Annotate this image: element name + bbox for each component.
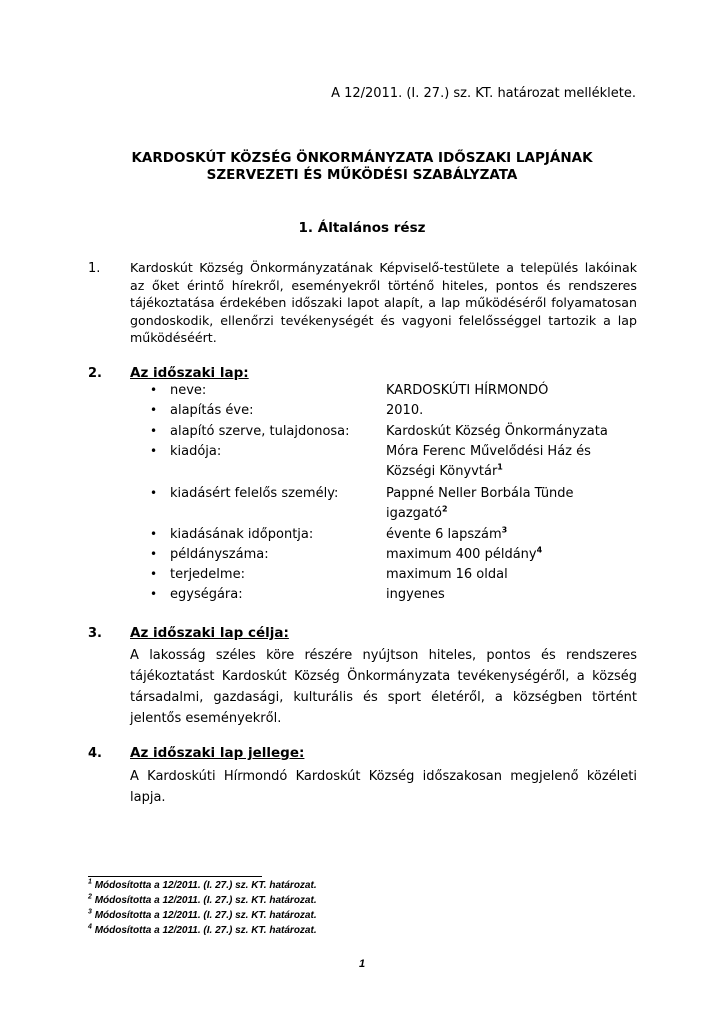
section-4-number: 4.: [88, 746, 102, 761]
section-2-heading: Az időszaki lap:: [130, 365, 249, 381]
item-key: neve:: [170, 383, 207, 398]
list-item-founding-year: [150, 403, 630, 423]
document-title-line-2: SZERVEZETI ÉS MŰKÖDÉSI SZABÁLYZATA: [206, 167, 518, 183]
footnote-2: $^2$ Módosította a 12/2011. (I. 27.) sz. KT. határozat.: [88, 893, 317, 906]
item-key: példányszáma:: [170, 547, 269, 562]
section-3-number: 3.: [88, 626, 102, 641]
item-value: maximum 16 oldal: [386, 567, 508, 582]
section-2-number: 2.: [88, 366, 102, 381]
item-value: KARDOSKÚTI HÍRMONDÓ: [386, 383, 549, 398]
section-4-heading: Az időszaki lap jellege:: [130, 745, 305, 761]
footnote-ref: 4: [536, 545, 543, 555]
item-key: kiadásának időpontja:: [170, 527, 314, 542]
page-number: 1: [358, 958, 366, 970]
list-item-copies: [150, 547, 630, 567]
item-key: alapítás éve:: [170, 403, 254, 418]
list-item-name: [150, 383, 630, 403]
footnote-ref: 1: [497, 462, 503, 472]
annex-reference: A 12/2011. (I. 27.) sz. KT. határozat melléklete.: [331, 86, 636, 101]
footnote-1: $^1$ Módosította a 12/2011. (I. 27.) sz. KT. határozat.: [88, 878, 317, 891]
bullet-icon: •: [150, 444, 158, 458]
bullet-icon: •: [150, 403, 158, 417]
footnote-4: $^4$ Módosította a 12/2011. (I. 27.) sz. KT. határozat.: [88, 923, 317, 936]
section-3-heading: Az időszaki lap célja:: [130, 625, 289, 641]
bullet-icon: •: [150, 547, 158, 561]
item-value: maximum 400 példány$^4$: [386, 545, 543, 562]
section-1-number: 1.: [88, 261, 101, 276]
item-key: terjedelme:: [170, 567, 245, 582]
item-value: Kardoskút Község Önkormányzata: [386, 424, 608, 439]
item-value: évente 6 lapszám$^3$: [386, 525, 508, 542]
bullet-icon: •: [150, 383, 158, 397]
item-key: kiadásért felelős személy:: [170, 486, 339, 501]
item-value: Móra Ferenc Művelődési Ház és: [386, 444, 591, 459]
list-item-length: [150, 567, 630, 587]
item-value: Pappné Neller Borbála Tünde: [386, 486, 574, 501]
list-item-founder: [150, 424, 630, 444]
document-title-line-1: KARDOSKÚT KÖZSÉG ÖNKORMÁNYZATA IDŐSZAKI LAPJÁNAK: [131, 150, 593, 166]
bullet-icon: •: [150, 424, 158, 438]
list-item-publisher: [150, 444, 630, 484]
section-1-text: Kardoskút Község Önkormányzatának Képviselő-testülete a település lakóinak az őket érintő hírekről, eseményekről történő hiteles, pontos és rendszeres tájékoztatása érdekében időszaki lapot alapít, a lap működéséről folyamatosan gondoskodik, ellenőrzi tevékenységét és vagyoni felelősséggel tartozik a lap működéséért.: [130, 260, 637, 346]
item-value: ingyenes: [386, 587, 445, 602]
item-value: 2010.: [386, 403, 424, 418]
item-key: kiadója:: [170, 444, 222, 459]
list-item-publication-time: [150, 527, 630, 547]
list-item-responsible-person: [150, 486, 630, 526]
item-value-continued: Községi Könyvtár$^1$: [386, 462, 503, 479]
bullet-icon: •: [150, 486, 158, 500]
item-value-continued: igazgató$^2$: [386, 504, 448, 521]
footnote-ref: 3: [501, 525, 508, 535]
part-heading-general: 1. Általános rész: [298, 220, 426, 236]
bullet-icon: •: [150, 587, 158, 601]
bullet-icon: •: [150, 527, 158, 541]
section-4-text: A Kardoskúti Hírmondó Kardoskút Község időszakosan megjelenő közéleti lapja.: [130, 769, 637, 805]
item-key: alapító szerve, tulajdonosa:: [170, 424, 350, 439]
footnote-ref: 2: [441, 504, 448, 514]
footnote-3: $^3$ Módosította a 12/2011. (I. 27.) sz. KT. határozat.: [88, 908, 317, 921]
section-3-text: A lakosság széles köre részére nyújtson hiteles, pontos és rendszeres tájékoztatást Kardoskút Község Önkormányzata tevékenységéről, a község társadalmi, gazdasági, kulturális és sport életéről, a községben történt jelentős eseményekről.: [130, 648, 637, 726]
footnote-separator: [88, 876, 262, 877]
item-key: egységára:: [170, 587, 243, 602]
list-item-price: [150, 587, 630, 607]
bullet-icon: •: [150, 567, 158, 581]
